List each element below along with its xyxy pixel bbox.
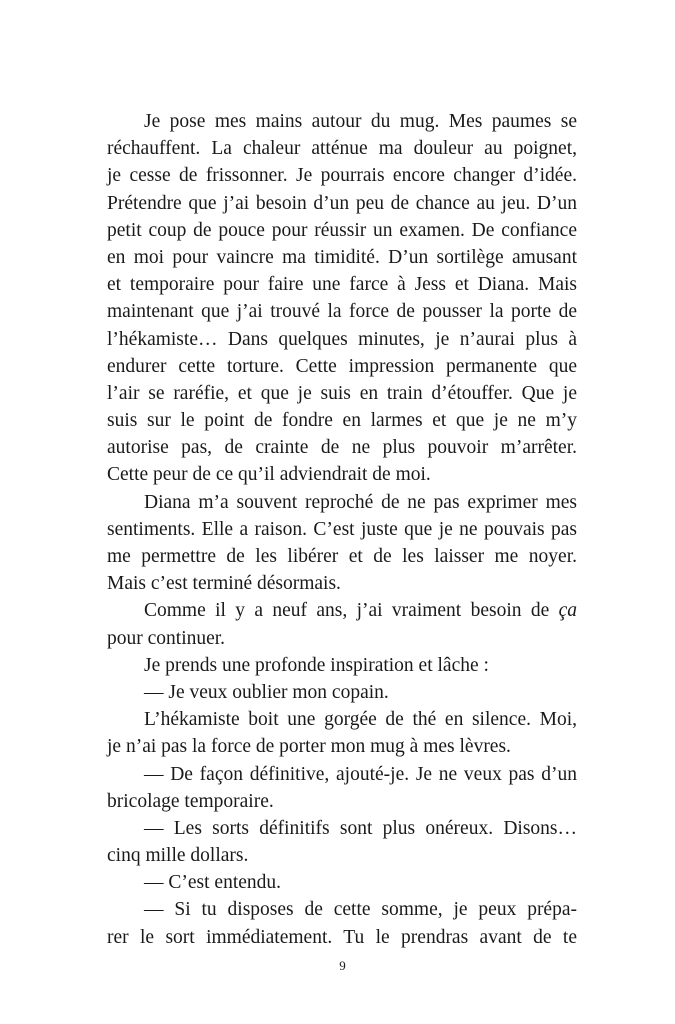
paragraph — [107, 896, 577, 950]
paragraph — [107, 761, 577, 815]
text-line: Diana m’a souvent reproché de ne pas exprimer mes — [144, 491, 577, 513]
text-line: je cesse de frissonner. Je pourrais encore changer d’idée. — [107, 165, 577, 187]
text-line: me permettre de les libérer et de les laisser me noyer. — [107, 546, 577, 567]
text-line: cinq mille dollars. — [107, 845, 249, 867]
text-line: — Si tu disposes de cette somme, je peux prépa- — [144, 899, 577, 921]
page-number: 9 — [339, 958, 346, 973]
paragraph — [107, 679, 577, 706]
text-line: en moi pour vaincre ma timidité. D’un sortilège amusant — [107, 246, 577, 268]
text-line: Je pose mes mains autour du mug. Mes paumes se — [144, 111, 577, 132]
text-line: bricolage temporaire. — [107, 790, 274, 812]
text-line: je n’ai pas la force de porter mon mug à mes lèvres. — [107, 736, 511, 758]
text-line: Prétendre que j’ai besoin d’un peu de chance au jeu. D’un — [107, 192, 577, 214]
paragraph — [107, 869, 577, 896]
text-line: Comme il y a neuf ans, j’ai vraiment besoin de ça — [144, 600, 577, 622]
text-line: rer le sort immédiatement. Tu le prendras avant de te — [107, 926, 577, 948]
text-line: — C’est entendu. — [144, 872, 282, 894]
text-line: petit coup de pouce pour réussir un examen. De confiance — [107, 219, 577, 241]
paragraph — [107, 815, 577, 869]
text-line: endurer cette torture. Cette impression permanente que — [107, 355, 577, 377]
text-line: l’hékamiste… Dans quelques minutes, je n’aurai plus à — [107, 328, 577, 350]
text-line: sentiments. Elle a raison. C’est juste que je ne pouvais pas — [107, 518, 577, 540]
paragraph — [107, 652, 577, 679]
text-line: — Je veux oublier mon copain. — [144, 681, 389, 703]
text-line: — De façon définitive, ajouté-je. Je ne veux pas d’un — [144, 763, 577, 785]
text-line: — Les sorts définitifs sont plus onéreux. Disons… — [144, 817, 577, 839]
text-line: l’air se raréfie, et que je suis en train d’étouffer. Que je — [107, 382, 577, 404]
text-line: Je prends une profonde inspiration et lâche : — [144, 654, 489, 676]
text-line: réchauffent. La chaleur atténue ma douleur au poignet, — [107, 138, 577, 160]
text-line: Cette peur de ce qu’il adviendrait de moi. — [107, 464, 431, 486]
text-line: et temporaire pour faire une farce à Jess et Diana. Mais — [107, 274, 577, 296]
text-line: suis sur le point de fondre en larmes et que je ne m’y — [107, 410, 577, 432]
text-line: pour continuer. — [107, 627, 226, 649]
paragraph — [107, 108, 577, 489]
paragraph — [107, 489, 577, 598]
text-line: Mais c’est terminé désormais. — [107, 573, 341, 595]
text-line: maintenant que j’ai trouvé la force de pousser la porte de — [107, 301, 577, 323]
paragraph — [107, 706, 577, 760]
text-line: autorise pas, de crainte de ne plus pouvoir m’arrêter. — [107, 437, 577, 459]
body-text — [107, 108, 577, 951]
paragraph — [107, 597, 577, 651]
text-line: L’hékamiste boit une gorgée de thé en silence. Moi, — [144, 709, 577, 731]
